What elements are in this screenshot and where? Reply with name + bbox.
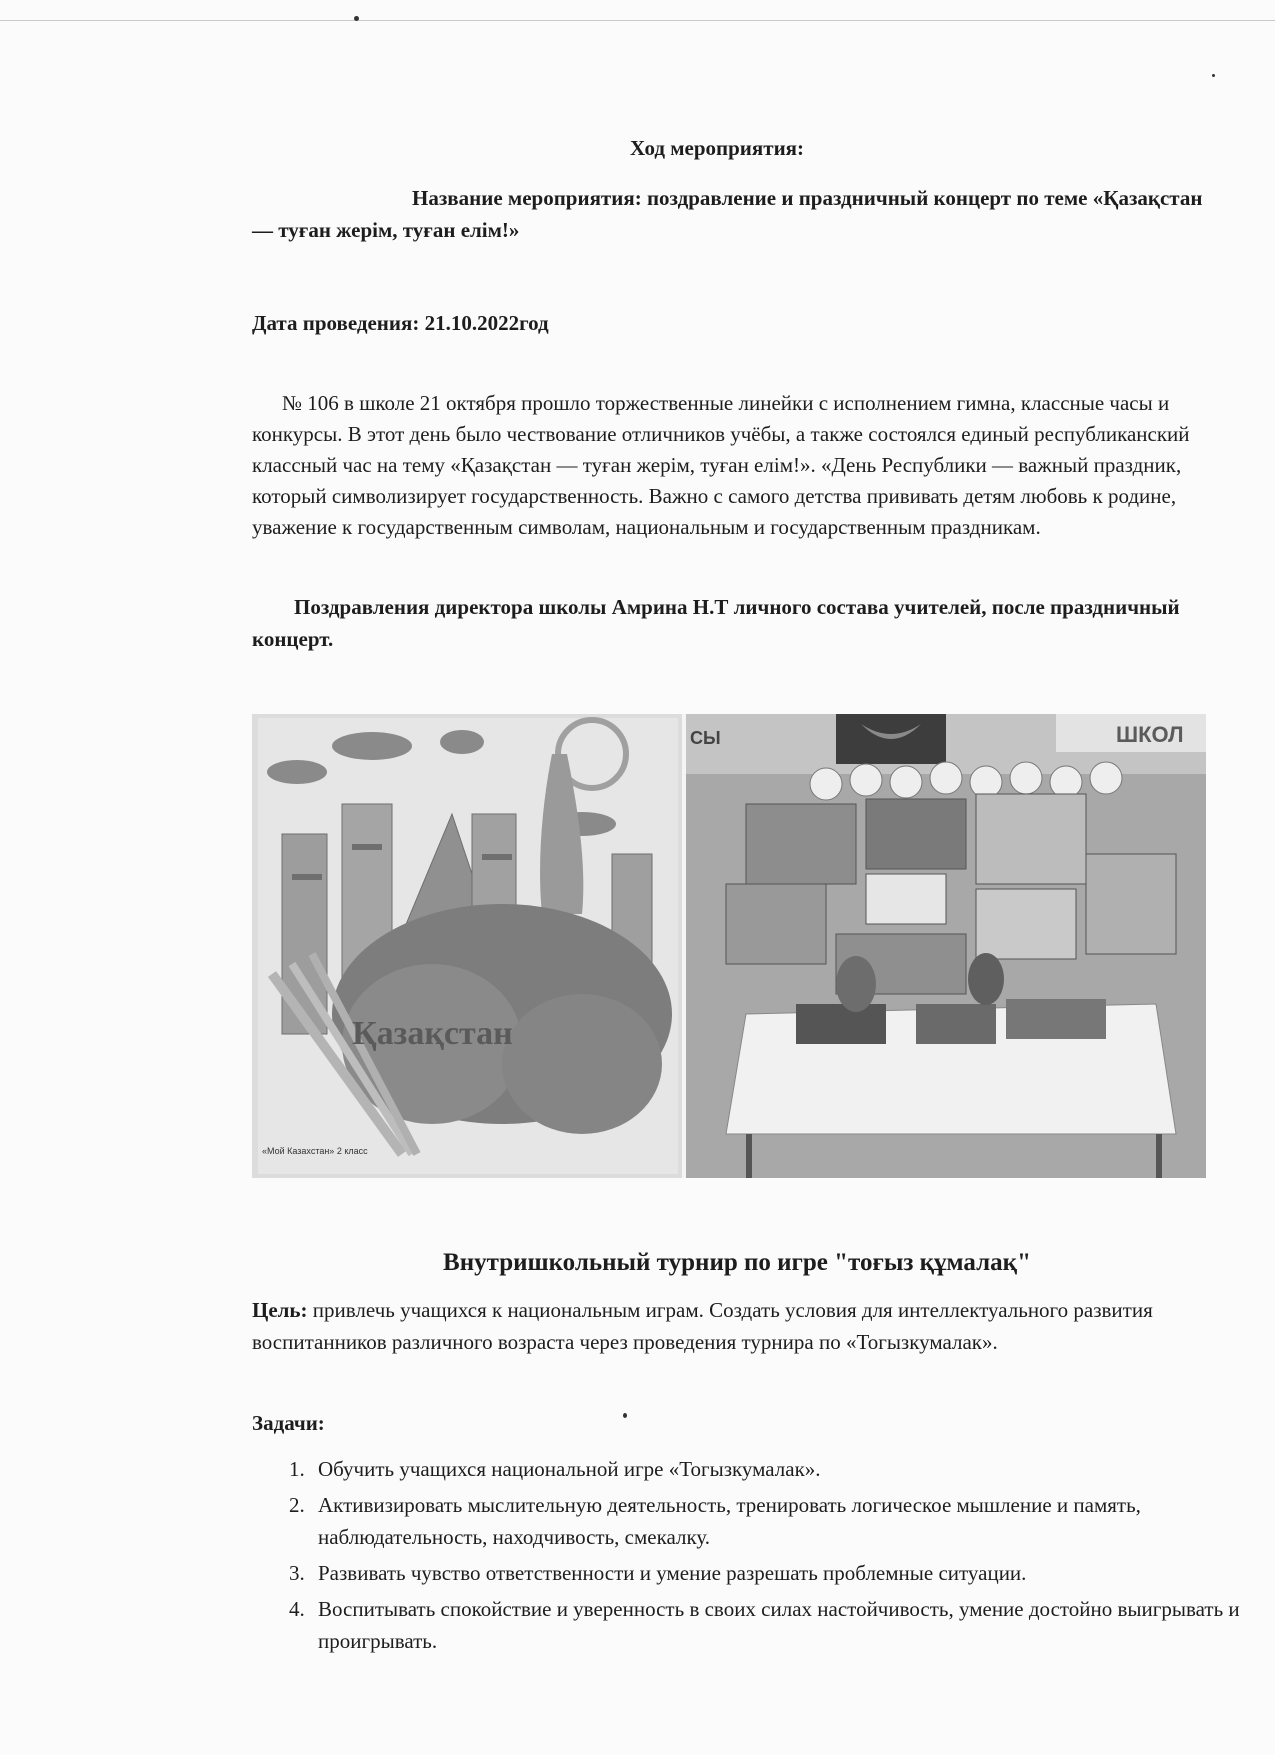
scan-speck (1212, 74, 1215, 77)
drawing-illustration (252, 714, 682, 1178)
list-item: 3. Развивать чувство ответственности и умение разрешать проблемные ситуации. (310, 1557, 1258, 1589)
congrats-paragraph: Поздравления директора школы Амрина Н.Т личного состава учителей, после праздничный концерт. (252, 595, 1180, 651)
list-item: 4. Воспитывать спокойствие и уверенность в своих силах настойчивость, умение достойно выигрывать и проигрывать. (310, 1593, 1258, 1657)
goal-text: привлечь учащихся к национальным играм. Создать условия для интеллектуального развития воспитанников различного возраста через проведения турнира по «Тогызкумалак». (252, 1298, 1153, 1354)
photo-children-drawing (252, 714, 682, 1178)
tasks-list (272, 1453, 1258, 1661)
goal-label: Цель: (252, 1298, 308, 1322)
tournament-title: Внутришкольный турнир по игре "тоғыз құмалақ" (443, 1249, 1031, 1276)
event-date: Дата проведения: 21.10.2022год (252, 311, 549, 335)
scan-edge-line (0, 20, 1275, 21)
scan-speck (354, 16, 359, 21)
scan-speck (623, 1413, 627, 1418)
document-title: Ход мероприятия: (629, 136, 805, 160)
exhibition-illustration (686, 714, 1206, 1178)
goal-paragraph (252, 1294, 1220, 1358)
event-name: Название мероприятия: поздравление и праздничный концерт по теме «Қазақстан — туған жерім, туған елім!» (252, 186, 1203, 242)
drawing-caption: «Мой Казахстан» 2 класс (262, 1146, 368, 1156)
exhibition-sign-text: СЫ (690, 728, 721, 748)
exhibition-banner-text: ШКОЛ (1116, 722, 1184, 747)
photo-exhibition (686, 714, 1206, 1178)
list-item: 1. Обучить учащихся национальной игре «Тогызкумалак». (310, 1453, 1258, 1485)
photo-strip (252, 714, 1206, 1178)
list-item: 2. Активизировать мыслительную деятельность, тренировать логическое мышление и память, наблюдательность, находчивость, смекалку. (310, 1489, 1258, 1553)
tasks-heading: Задачи: (252, 1411, 325, 1435)
intro-paragraph: № 106 в школе 21 октября прошло торжественные линейки с исполнением гимна, классные часы и конкурсы. В этот день было чествование отличников учёбы, а также состоялся единый республиканский классный час на тему «Қазақстан — туған жерім, туған елім!». «День Республики — важный праздник, который символизирует государственность. Важно с самого детства прививать детям любовь к родине, уважение к государственным символам, национальным и государственным праздникам. (252, 391, 1190, 539)
drawing-overlay-text: Қазақстан (352, 1015, 513, 1052)
